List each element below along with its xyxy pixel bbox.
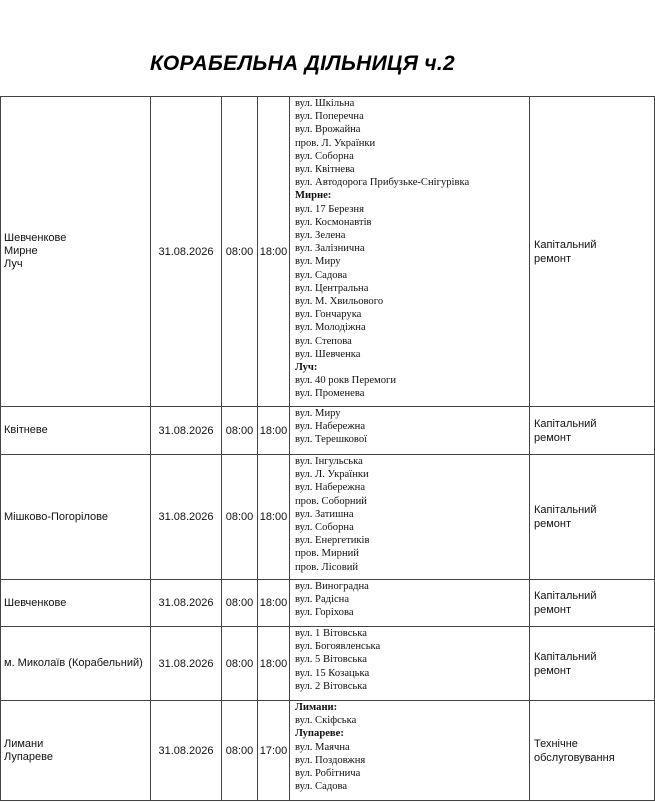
street-name: вул. М. Хвильового [295,296,384,308]
location-cell [1,407,151,455]
street-name: вул. Садова [295,269,348,281]
work-type-label: Капітальний [534,650,597,663]
street-name: вул. Енергетиків [295,535,370,547]
location-name: Мирне [4,245,38,257]
street-name: вул. Поперечна [295,111,364,123]
street-name: вул. Радісна [295,594,350,606]
street-name: вул. 2 Вітовська [295,680,367,692]
work-type-label: Технічне [534,737,578,750]
work-type-label: обслуговування [534,751,615,764]
start-time-cell: 08:00 [222,627,258,701]
street-name: вул. Миру [295,408,341,419]
start-time-cell: 08:00 [222,580,258,627]
street-name: вул. Інгульська [295,456,363,467]
work-type-label: Капітальний [534,238,597,251]
date-cell: 31.08.2026 [151,701,222,801]
work-type-cell [530,627,655,701]
streets-cell [290,97,530,407]
end-time-cell: 17:00 [258,701,290,801]
street-name: вул. Горіхова [295,607,354,619]
street-name: вул. Виноградна [295,581,369,592]
date-cell: 31.08.2026 [151,455,222,580]
date-cell: 31.08.2026 [151,97,222,407]
table-row [1,407,655,455]
work-type-cell [530,455,655,580]
date-cell: 31.08.2026 [151,407,222,455]
streets-cell [290,580,530,627]
settlement-heading: Лимани: [295,702,338,713]
street-name: вул. Квітнева [295,164,355,176]
work-type-label: ремонт [534,252,572,265]
street-name: пров. Лісовий [295,561,359,573]
street-name: вул. Маячна [295,741,350,753]
table-row [1,701,655,801]
street-name: вул. Набережна [295,482,366,494]
location-name: Шевченкове [4,596,67,609]
streets-cell [290,627,530,701]
street-name: вул. Соборна [295,150,354,162]
work-type-cell [530,97,655,407]
table-row [1,627,655,701]
street-name: вул. 15 Козацька [295,667,370,679]
location-name: Лупареве [4,750,53,763]
street-name: вул. Шевченка [295,348,361,360]
work-type-label: ремонт [534,664,572,677]
street-name: вул. Богоявленська [295,641,381,653]
street-name: вул. 17 Березня [295,203,364,215]
location-name: Мішково-Погорілове [4,510,108,523]
end-time-cell: 18:00 [258,580,290,627]
settlement-heading: Лупареве: [295,728,344,740]
streets-cell [290,701,530,801]
end-time-cell: 18:00 [258,407,290,455]
street-name: вул. Молодіжна [295,322,366,334]
streets-cell [290,455,530,580]
street-name: пров. Мирний [295,548,359,560]
street-name: вул. Залізнична [295,243,365,255]
street-name: вул. Автодорога Прибузьке-Снігурівка [295,177,470,189]
street-name: вул. Терешкової [295,434,368,446]
outage-schedule-table [0,96,655,801]
street-name: вул. Затишна [295,508,354,520]
table-row [1,455,655,580]
end-time-cell: 18:00 [258,97,290,407]
location-cell [1,455,151,580]
street-name: вул. Миру [295,256,341,268]
table-row [1,97,655,407]
street-name: вул. Садова [295,781,348,793]
work-type-label: Капітальний [534,504,597,516]
work-type-label: ремонт [534,431,572,444]
location-name: м. Миколаїв (Корабельний) [4,657,143,669]
work-type-label: Капітальний [534,590,597,602]
location-name: Шевченкове [4,232,67,244]
street-name: вул. Променева [295,388,365,400]
street-name: вул. 40 рокв Перемоги [295,375,397,387]
page-title: КОРАБЕЛЬНА ДІЛЬНИЦЯ ч.2 [149,52,456,75]
street-name: вул. Поздовжня [295,754,366,766]
end-time-cell: 18:00 [258,455,290,580]
start-time-cell: 08:00 [222,701,258,801]
streets-cell [290,407,530,455]
work-type-cell [530,580,655,627]
street-name: вул. Космонавтів [295,216,372,228]
street-name: вул. Набережна [295,421,366,433]
start-time-cell: 08:00 [222,455,258,580]
street-name: вул. Робітнича [295,768,361,780]
street-name: вул. Зелена [295,230,346,242]
settlement-heading: Луч: [295,362,318,374]
location-cell [1,97,151,407]
street-name: пров. Соборний [295,495,367,507]
street-name: вул. 1 Вітовська [295,628,367,639]
street-name: вул. Шкільна [295,98,355,109]
street-name: вул. Степова [295,335,352,347]
location-cell [1,701,151,801]
street-name: вул. Скіфська [295,715,357,727]
work-type-label: Капітальний [534,417,597,430]
end-time-cell: 18:00 [258,627,290,701]
location-name: Луч [4,258,23,270]
table-row [1,580,655,627]
location-cell [1,627,151,701]
street-name: вул. 5 Вітовська [295,654,367,666]
settlement-heading: Мирне: [295,190,332,202]
date-cell: 31.08.2026 [151,580,222,627]
street-name: вул. Соборна [295,522,354,534]
work-type-label: ремонт [534,604,572,616]
work-type-cell [530,407,655,455]
location-name: Лимани [4,737,44,750]
street-name: вул. Л. Українки [295,469,369,481]
start-time-cell: 08:00 [222,407,258,455]
street-name: вул. Центральна [295,282,369,294]
street-name: вул. Гончарука [295,309,362,321]
date-cell: 31.08.2026 [151,627,222,701]
location-name: Квітневе [4,424,48,436]
start-time-cell: 08:00 [222,97,258,407]
location-cell [1,580,151,627]
street-name: пров. Л. Українки [295,137,376,149]
work-type-label: ремонт [534,518,572,530]
street-name: вул. Врожайна [295,124,361,136]
work-type-cell [530,701,655,801]
